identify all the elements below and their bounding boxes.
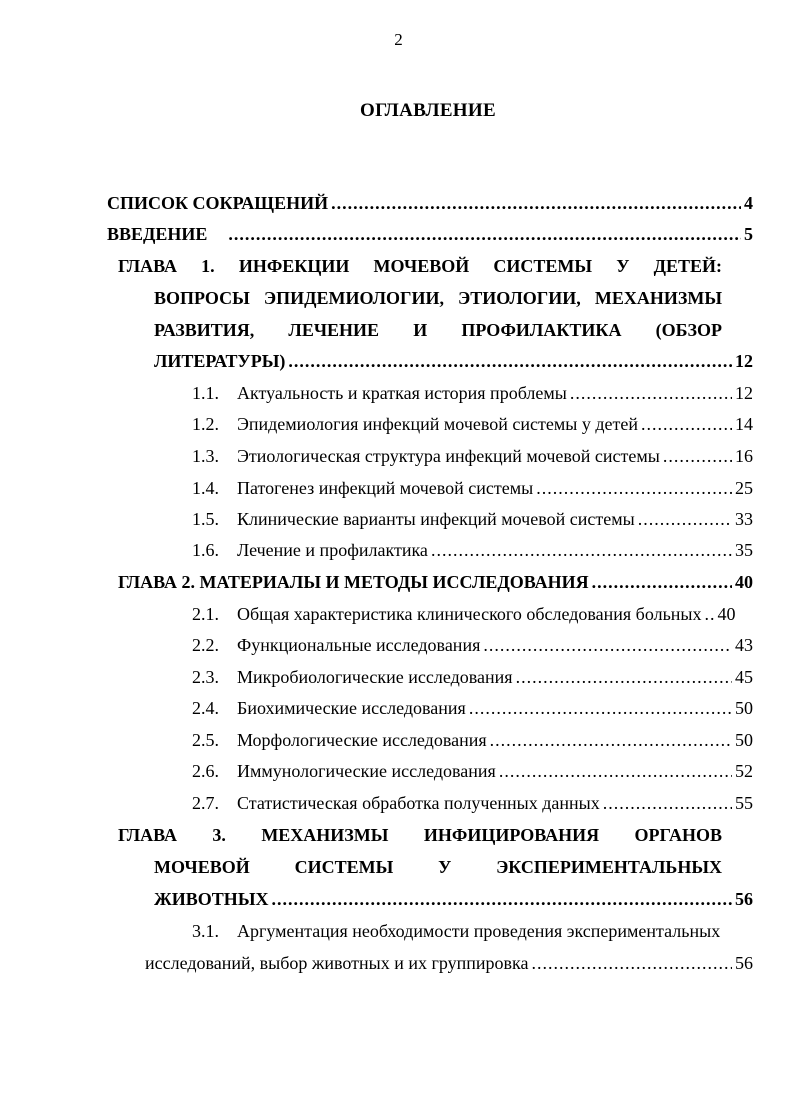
entry-title: Микробиологические исследования bbox=[237, 667, 513, 687]
dot-leader bbox=[516, 667, 732, 688]
entry-page: 50 bbox=[735, 730, 753, 750]
chapter-1-line-1: ГЛАВА 1. ИНФЕКЦИИ МОЧЕВОЙ СИСТЕМЫ У ДЕТЕЙ: bbox=[118, 256, 722, 276]
entry-title: ГЛАВА 2. МАТЕРИАЛЫ И МЕТОДЫ ИССЛЕДОВАНИЯ bbox=[118, 572, 589, 592]
section-number: 2.6. bbox=[192, 761, 219, 781]
entry-title: Эпидемиология инфекций мочевой системы у детей bbox=[237, 414, 638, 434]
entry-title: Общая характеристика клинического обследования больных bbox=[237, 604, 702, 624]
section-number: 1.2. bbox=[192, 414, 219, 434]
toc-entry-chapter-2[interactable] bbox=[118, 572, 753, 598]
chapter-3-line-3 bbox=[154, 889, 753, 915]
toc-entry-section[interactable] bbox=[192, 793, 753, 819]
entry-title: СПИСОК СОКРАЩЕНИЙ bbox=[107, 193, 329, 213]
entry-page: 40 bbox=[717, 604, 736, 624]
dot-leader bbox=[499, 761, 732, 782]
entry-title: Актуальность и краткая история проблемы bbox=[237, 383, 567, 403]
toc-title: ОГЛАВЛЕНИЕ bbox=[360, 100, 496, 121]
toc-entry-section[interactable] bbox=[192, 509, 753, 535]
section-number: 1.1. bbox=[192, 383, 219, 403]
dot-leader bbox=[483, 635, 732, 656]
entry-title: Патогенез инфекций мочевой системы bbox=[237, 478, 534, 498]
page-number: 2 bbox=[394, 30, 403, 49]
entry-title: Биохимические исследования bbox=[237, 698, 466, 718]
entry-page: 50 bbox=[735, 698, 753, 718]
entry-title: Морфологические исследования bbox=[237, 730, 487, 750]
entry-title: Этиологическая структура инфекций мочевой системы bbox=[237, 446, 660, 466]
section-number: 2.3. bbox=[192, 667, 219, 687]
entry-title: Лечение и профилактика bbox=[237, 540, 428, 560]
chapter-3-line-1: ГЛАВА 3. МЕХАНИЗМЫ ИНФИЦИРОВАНИЯ ОРГАНОВ bbox=[118, 825, 722, 845]
section-number: 2.5. bbox=[192, 730, 219, 750]
entry-title: Функциональные исследования bbox=[237, 635, 481, 655]
toc-entry-section[interactable] bbox=[192, 698, 753, 724]
section-number: 3.1. bbox=[192, 921, 219, 941]
dot-leader bbox=[536, 478, 732, 499]
toc-entry-section[interactable] bbox=[192, 667, 753, 693]
entry-title: Статистическая обработка полученных данных bbox=[237, 793, 600, 813]
entry-title: Аргументация необходимости проведения экспериментальных bbox=[237, 921, 721, 941]
toc-entry-abbreviations[interactable] bbox=[107, 193, 753, 219]
dot-leader bbox=[272, 889, 733, 910]
entry-page: 56 bbox=[735, 953, 753, 973]
entry-page: 35 bbox=[735, 540, 753, 560]
entry-title: ЖИВОТНЫХ bbox=[154, 889, 269, 909]
entry-page: 25 bbox=[735, 478, 753, 498]
entry-page: 14 bbox=[735, 414, 753, 434]
entry-page: 5 bbox=[744, 224, 753, 244]
dot-leader bbox=[592, 572, 732, 593]
entry-page: 33 bbox=[735, 509, 753, 529]
section-3-1-line-1 bbox=[192, 921, 749, 947]
toc-entry-section[interactable] bbox=[192, 414, 753, 440]
dot-leader bbox=[641, 414, 732, 435]
dot-leader bbox=[228, 224, 741, 245]
section-number: 1.4. bbox=[192, 478, 219, 498]
entry-page: 16 bbox=[735, 446, 753, 466]
dot-leader bbox=[331, 193, 741, 214]
section-number: 1.3. bbox=[192, 446, 219, 466]
entry-page: 52 bbox=[735, 761, 753, 781]
section-number: 1.5. bbox=[192, 509, 219, 529]
entry-page: 56 bbox=[735, 889, 753, 909]
section-3-1-line-2 bbox=[145, 953, 753, 979]
entry-page: 12 bbox=[735, 383, 753, 403]
chapter-1-line-2: ВОПРОСЫ ЭПИДЕМИОЛОГИИ, ЭТИОЛОГИИ, МЕХАНИЗМЫ bbox=[154, 288, 722, 308]
entry-page: 45 bbox=[735, 667, 753, 687]
entry-page: 55 bbox=[735, 793, 753, 813]
dot-leader bbox=[469, 698, 732, 719]
section-number: 2.4. bbox=[192, 698, 219, 718]
toc-entry-introduction[interactable] bbox=[107, 224, 753, 250]
toc-entry-section[interactable] bbox=[192, 635, 753, 661]
entry-page: 40 bbox=[735, 572, 753, 592]
section-number: 2.1. bbox=[192, 604, 219, 624]
toc-entry-section[interactable] bbox=[192, 730, 753, 756]
entry-page: 12 bbox=[735, 351, 753, 371]
dot-leader bbox=[570, 383, 732, 404]
entry-title: исследований, выбор животных и их группировка bbox=[145, 953, 529, 973]
entry-title: ВВЕДЕНИЕ bbox=[107, 224, 208, 244]
dot-leader bbox=[431, 540, 732, 561]
toc-entry-section[interactable] bbox=[192, 446, 753, 472]
dot-leader bbox=[288, 351, 732, 372]
dot-leader bbox=[490, 730, 732, 751]
dot-leader bbox=[705, 604, 715, 625]
entry-title: Клинические варианты инфекций мочевой системы bbox=[237, 509, 635, 529]
entry-page: 4 bbox=[744, 193, 753, 213]
dot-leader bbox=[638, 509, 732, 530]
dot-leader bbox=[531, 953, 732, 974]
toc-entry-section[interactable] bbox=[192, 478, 753, 504]
toc-entry-section[interactable] bbox=[192, 761, 753, 787]
chapter-1-line-3: РАЗВИТИЯ, ЛЕЧЕНИЕ И ПРОФИЛАКТИКА (ОБЗОР bbox=[154, 320, 722, 340]
toc-entry-section[interactable] bbox=[192, 383, 753, 409]
entry-title: ЛИТЕРАТУРЫ) bbox=[154, 351, 286, 371]
section-number: 2.2. bbox=[192, 635, 219, 655]
dot-leader bbox=[603, 793, 732, 814]
entry-title: Иммунологические исследования bbox=[237, 761, 496, 781]
toc-entry-section[interactable] bbox=[192, 540, 753, 566]
toc-entry-section[interactable] bbox=[192, 604, 753, 630]
chapter-3-line-2: МОЧЕВОЙ СИСТЕМЫ У ЭКСПЕРИМЕНТАЛЬНЫХ bbox=[154, 857, 722, 877]
entry-page: 43 bbox=[735, 635, 753, 655]
section-number: 1.6. bbox=[192, 540, 219, 560]
dot-leader bbox=[663, 446, 732, 467]
chapter-1-line-4 bbox=[154, 351, 753, 377]
section-number: 2.7. bbox=[192, 793, 219, 813]
